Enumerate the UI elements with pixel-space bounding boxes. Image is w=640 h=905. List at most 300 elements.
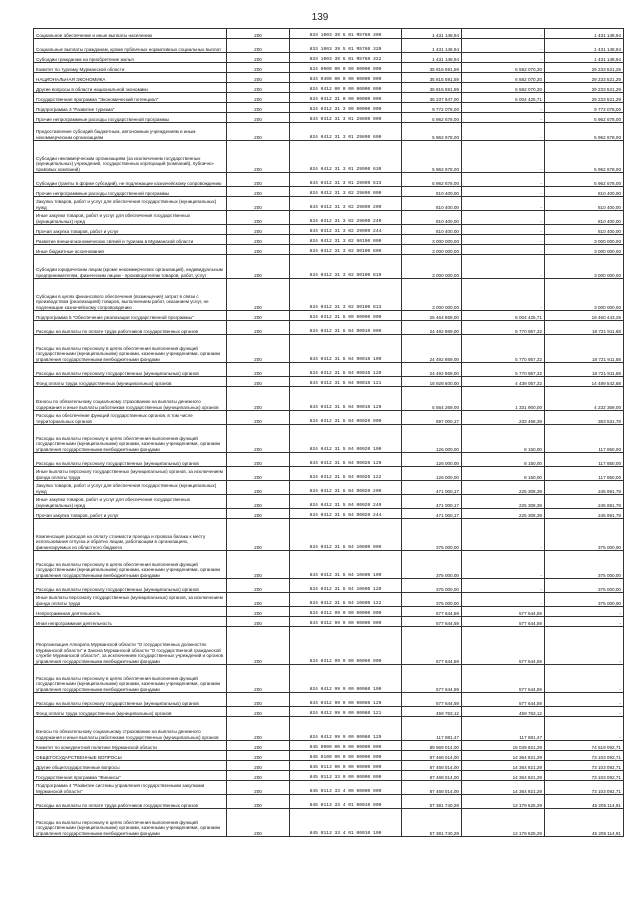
- row-unexecuted-amount-cell: 810 400,00: [545, 211, 624, 225]
- table-row: [34, 771, 624, 781]
- row-classification-code-cell: 834 0412 31 5 00 00000 000: [290, 311, 402, 321]
- row-approved-amount-cell: 810 400,00: [402, 225, 462, 235]
- row-classification-code-cell: 845 0000 00 0 00 00000 000: [290, 741, 402, 751]
- row-classification-code-cell: 834 0412 99 9 00 00060 121: [290, 707, 402, 717]
- row-line-code-cell: 200: [227, 809, 290, 837]
- table-row: [34, 509, 624, 519]
- row-approved-amount-cell: 24 492 869,00: [402, 335, 462, 363]
- row-unexecuted-amount-cell: 4 232 369,00: [545, 387, 624, 411]
- row-approved-amount-cell: 5 564 269,00: [402, 387, 462, 411]
- row-classification-code-cell: 834 0412 31 5 04 10600 120: [290, 579, 402, 593]
- table-row: [34, 707, 624, 717]
- row-line-code-cell: 200: [227, 377, 290, 387]
- table-row: [34, 481, 624, 495]
- row-line-code-cell: 200: [227, 53, 290, 63]
- row-approved-amount-cell: 87 468 014,00: [402, 751, 462, 761]
- table-row: [34, 93, 624, 103]
- row-line-code-cell: 200: [227, 187, 290, 197]
- row-unexecuted-amount-cell: 245 691,78: [545, 495, 624, 509]
- row-approved-amount-cell: 126 000,00: [402, 425, 462, 453]
- row-name-cell: Субсидии юридическим лицам (кроме некоммерческих организаций), индивидуальным предпринимателям, физическим лицам - производителям товаров, работ, услуг: [34, 255, 227, 279]
- row-name-cell: Государственная программа "Экономический потенциал": [34, 93, 227, 103]
- row-executed-amount-cell: 225 308,39: [462, 509, 545, 519]
- row-classification-code-cell: 834 0412 31 3 02 60100 813: [290, 279, 402, 311]
- row-line-code-cell: 200: [227, 93, 290, 103]
- row-executed-amount-cell: 14 364 921,29: [462, 751, 545, 761]
- row-name-cell: Компенсация расходов на оплату стоимости проезда и провоза багажа к месту использования отпуска и обратно лицам, работающим в организациях, финансируемых из областного бюджета: [34, 519, 227, 551]
- row-approved-amount-cell: 57 381 740,29: [402, 809, 462, 837]
- row-executed-amount-cell: 15 049 921,29: [462, 741, 545, 751]
- row-line-code-cell: 200: [227, 103, 290, 113]
- table-row: [34, 245, 624, 255]
- row-name-cell: Подпрограмма 4 "Развитие системы управления государственными закупками Мурманской области": [34, 781, 227, 795]
- row-name-cell: Иные выплаты персоналу государственных (муниципальных) органов, за исключением фонда оплаты труда: [34, 593, 227, 607]
- row-executed-amount-cell: 5 770 957,32: [462, 363, 545, 377]
- row-executed-amount-cell: 14 364 921,29: [462, 781, 545, 795]
- row-classification-code-cell: 834 0412 31 5 04 10600 000: [290, 519, 402, 551]
- row-line-code-cell: 200: [227, 255, 290, 279]
- row-line-code-cell: 200: [227, 509, 290, 519]
- row-approved-amount-cell: 597 000,17: [402, 411, 462, 425]
- row-line-code-cell: 200: [227, 225, 290, 235]
- row-line-code-cell: 200: [227, 665, 290, 693]
- row-approved-amount-cell: 375 000,00: [402, 519, 462, 551]
- row-executed-amount-cell: -: [462, 29, 545, 39]
- row-unexecuted-amount-cell: 73 103 092,71: [545, 781, 624, 795]
- row-unexecuted-amount-cell: 5 962 678,00: [545, 141, 624, 173]
- row-classification-code-cell: 834 0412 31 3 01 29890 000: [290, 113, 402, 123]
- row-classification-code-cell: 834 0412 31 3 01 29990 630: [290, 141, 402, 173]
- row-approved-amount-cell: 5 962 678,00: [402, 173, 462, 187]
- row-name-cell: Другие общегосударственные вопросы: [34, 761, 227, 771]
- row-name-cell: ОБЩЕГОСУДАРСТВЕННЫЕ ВОПРОСЫ: [34, 751, 227, 761]
- row-classification-code-cell: 833 1003 39 5 01 R5760 322: [290, 53, 402, 63]
- row-classification-code-cell: 834 0412 31 3 02 29890 000: [290, 187, 402, 197]
- row-name-cell: Прочая закупка товаров, работ и услуг: [34, 509, 227, 519]
- row-name-cell: Расходы на выплаты по оплате труда работников государственных органов: [34, 795, 227, 809]
- table-row: [34, 579, 624, 593]
- row-line-code-cell: 200: [227, 627, 290, 665]
- row-approved-amount-cell: 5 962 678,00: [402, 141, 462, 173]
- row-executed-amount-cell: 233 468,39: [462, 411, 545, 425]
- row-line-code-cell: 200: [227, 617, 290, 627]
- row-approved-amount-cell: 471 000,17: [402, 495, 462, 509]
- row-classification-code-cell: 834 0412 31 5 04 00020 100: [290, 425, 402, 453]
- row-name-cell: Фонд оплаты труда государственных (муниципальных) органов: [34, 377, 227, 387]
- row-executed-amount-cell: 6 004 425,71: [462, 93, 545, 103]
- row-line-code-cell: 200: [227, 197, 290, 211]
- row-executed-amount-cell: 12 179 625,29: [462, 809, 545, 837]
- table-row: [34, 551, 624, 579]
- row-name-cell: Государственная программа "Финансы": [34, 771, 227, 781]
- table-row: [34, 741, 624, 751]
- row-executed-amount-cell: 12 179 625,29: [462, 795, 545, 809]
- row-name-cell: Подпрограмма 3 "Развитие туризма": [34, 103, 227, 113]
- row-line-code-cell: 200: [227, 579, 290, 593]
- row-line-code-cell: 200: [227, 113, 290, 123]
- table-row: [34, 83, 624, 93]
- row-approved-amount-cell: 24 492 869,00: [402, 321, 462, 335]
- row-name-cell: Прочая закупка товаров, работ и услуг: [34, 225, 227, 235]
- row-classification-code-cell: 834 0412 00 0 00 00000 000: [290, 83, 402, 93]
- table-row: [34, 235, 624, 245]
- table-row: [34, 627, 624, 665]
- row-line-code-cell: 200: [227, 387, 290, 411]
- row-unexecuted-amount-cell: 1 431 148,94: [545, 53, 624, 63]
- row-unexecuted-amount-cell: 810 400,00: [545, 187, 624, 197]
- row-classification-code-cell: 845 0113 33 4 01 00010 100: [290, 809, 402, 837]
- row-line-code-cell: 200: [227, 39, 290, 53]
- row-executed-amount-cell: -: [462, 279, 545, 311]
- row-executed-amount-cell: 117 881,47: [462, 717, 545, 741]
- row-approved-amount-cell: 35 237 947,00: [402, 93, 462, 103]
- row-name-cell: Другие вопросы в области национальной экономики: [34, 83, 227, 93]
- row-unexecuted-amount-cell: 117 850,00: [545, 453, 624, 467]
- row-line-code-cell: 200: [227, 363, 290, 377]
- row-line-code-cell: 200: [227, 245, 290, 255]
- row-approved-amount-cell: 24 492 869,00: [402, 363, 462, 377]
- row-executed-amount-cell: -: [462, 225, 545, 235]
- row-unexecuted-amount-cell: 375 000,00: [545, 551, 624, 579]
- row-unexecuted-amount-cell: 14 489 542,68: [545, 377, 624, 387]
- row-approved-amount-cell: 126 000,00: [402, 467, 462, 481]
- row-approved-amount-cell: 9 772 078,00: [402, 103, 462, 113]
- row-classification-code-cell: 834 0412 31 5 04 00010 100: [290, 335, 402, 363]
- row-approved-amount-cell: 577 644,59: [402, 693, 462, 707]
- row-classification-code-cell: 834 0412 31 3 00 00000 000: [290, 103, 402, 113]
- row-executed-amount-cell: -: [462, 39, 545, 53]
- row-executed-amount-cell: -: [462, 235, 545, 245]
- row-classification-code-cell: 834 0412 31 3 02 29890 240: [290, 211, 402, 225]
- row-unexecuted-amount-cell: 3 000 000,00: [545, 255, 624, 279]
- row-classification-code-cell: 834 0412 99 9 00 00060 000: [290, 627, 402, 665]
- row-approved-amount-cell: 87 468 014,00: [402, 781, 462, 795]
- row-unexecuted-amount-cell: -: [545, 717, 624, 741]
- row-line-code-cell: 200: [227, 771, 290, 781]
- row-approved-amount-cell: 5 962 678,00: [402, 123, 462, 141]
- table-row: [34, 387, 624, 411]
- table-row: [34, 519, 624, 551]
- row-approved-amount-cell: 87 468 014,00: [402, 761, 462, 771]
- row-executed-amount-cell: 14 364 921,29: [462, 761, 545, 771]
- row-line-code-cell: 200: [227, 123, 290, 141]
- row-unexecuted-amount-cell: -: [545, 665, 624, 693]
- row-approved-amount-cell: 1 431 148,94: [402, 29, 462, 39]
- row-name-cell: Расходы на обеспечение функций государственных органов, в том числе территориальных органов: [34, 411, 227, 425]
- row-classification-code-cell: 834 0412 99 9 00 00060 129: [290, 717, 402, 741]
- row-approved-amount-cell: 577 644,59: [402, 665, 462, 693]
- row-line-code-cell: 200: [227, 495, 290, 509]
- row-classification-code-cell: 833 1003 39 5 01 R5760 320: [290, 39, 402, 53]
- row-approved-amount-cell: 471 000,17: [402, 509, 462, 519]
- table-row: [34, 39, 624, 53]
- table-row: [34, 173, 624, 187]
- row-executed-amount-cell: -: [462, 113, 545, 123]
- table-row: [34, 377, 624, 387]
- row-name-cell: Взносы по обязательному социальному страхованию на выплаты денежного содержания и иные выплаты работникам государственных (муниципальных) органов: [34, 717, 227, 741]
- table-row: [34, 617, 624, 627]
- row-executed-amount-cell: -: [462, 593, 545, 607]
- budget-table-body: [34, 29, 624, 837]
- row-line-code-cell: 200: [227, 63, 290, 73]
- row-executed-amount-cell: 225 308,39: [462, 495, 545, 509]
- row-executed-amount-cell: 577 644,59: [462, 665, 545, 693]
- row-name-cell: Закупка товаров, работ и услуг для обеспечения государственных (муниципальных) нужд: [34, 481, 227, 495]
- row-line-code-cell: 200: [227, 607, 290, 617]
- row-unexecuted-amount-cell: 375 000,00: [545, 593, 624, 607]
- row-approved-amount-cell: 577 644,59: [402, 627, 462, 665]
- row-line-code-cell: 200: [227, 411, 290, 425]
- row-classification-code-cell: 834 0412 31 5 04 10600 122: [290, 593, 402, 607]
- row-classification-code-cell: 834 0412 31 5 04 00010 129: [290, 387, 402, 411]
- table-row: [34, 279, 624, 311]
- row-line-code-cell: 200: [227, 795, 290, 809]
- table-row: [34, 795, 624, 809]
- row-classification-code-cell: 834 0412 31 3 01 29990 633: [290, 173, 402, 187]
- row-classification-code-cell: 833 1003 39 5 01 R5760 300: [290, 29, 402, 39]
- row-unexecuted-amount-cell: 363 531,78: [545, 411, 624, 425]
- row-name-cell: Реорганизация Аппарата Мурманской области "О государственных должностях Мурманской области" и Закона Мурманской области "О государственной гражданской службе Мурманской области", за исключением государственных учреждений и органов управления государственными внебюджетными фондами: [34, 627, 227, 665]
- row-line-code-cell: 200: [227, 781, 290, 795]
- table-row: [34, 809, 624, 837]
- row-executed-amount-cell: 14 364 921,29: [462, 771, 545, 781]
- table-row: [34, 141, 624, 173]
- row-name-cell: Субсидии в целях финансового обеспечения (возмещения) затрат в связи с производством (реализацией) товаров, выполнением работ, оказанием услуг, не подлежащие казначейскому сопровождению: [34, 279, 227, 311]
- row-executed-amount-cell: -: [462, 173, 545, 187]
- row-approved-amount-cell: 375 000,00: [402, 551, 462, 579]
- row-approved-amount-cell: 117 881,47: [402, 717, 462, 741]
- row-name-cell: Иная непрограммная деятельность: [34, 617, 227, 627]
- row-executed-amount-cell: 8 150,00: [462, 467, 545, 481]
- row-executed-amount-cell: -: [462, 123, 545, 141]
- row-approved-amount-cell: 35 815 591,59: [402, 83, 462, 93]
- row-line-code-cell: 200: [227, 73, 290, 83]
- row-approved-amount-cell: 1 431 148,94: [402, 53, 462, 63]
- row-unexecuted-amount-cell: -: [545, 693, 624, 707]
- row-classification-code-cell: 845 0113 33 4 01 00010 000: [290, 795, 402, 809]
- row-approved-amount-cell: 375 000,00: [402, 593, 462, 607]
- row-name-cell: Расходы на выплаты персоналу в целях обеспечения выполнения функций государственными (муниципальными) органами, казенными учреждениями, органами управления государственными внебюджетными фондами: [34, 665, 227, 693]
- row-classification-code-cell: 834 0412 31 5 04 00010 121: [290, 377, 402, 387]
- row-approved-amount-cell: 25 464 869,00: [402, 311, 462, 321]
- row-name-cell: Иные закупки товаров, работ и услуг для обеспечения государственных (муниципальных) нужд: [34, 211, 227, 225]
- row-unexecuted-amount-cell: 45 205 114,91: [545, 795, 624, 809]
- row-name-cell: Закупка товаров, работ и услуг для обеспечения государственных (муниципальных) нужд: [34, 197, 227, 211]
- table-row: [34, 411, 624, 425]
- row-classification-code-cell: 834 0412 31 5 04 00020 200: [290, 481, 402, 495]
- table-row: [34, 495, 624, 509]
- row-unexecuted-amount-cell: 1 431 148,94: [545, 39, 624, 53]
- row-unexecuted-amount-cell: -: [545, 627, 624, 665]
- row-unexecuted-amount-cell: 73 103 092,71: [545, 761, 624, 771]
- row-classification-code-cell: 834 0412 31 5 04 00020 120: [290, 453, 402, 467]
- row-line-code-cell: 200: [227, 593, 290, 607]
- row-line-code-cell: 200: [227, 335, 290, 363]
- report-sheet: [33, 28, 623, 837]
- row-unexecuted-amount-cell: 1 431 148,94: [545, 29, 624, 39]
- row-name-cell: Расходы на выплаты персоналу в целях обеспечения выполнения функций государственными (муниципальными) органами, казенными учреждениями, органами управления государственными внебюджетными фондами: [34, 425, 227, 453]
- table-row: [34, 781, 624, 795]
- row-line-code-cell: 200: [227, 519, 290, 551]
- budget-execution-table: [33, 28, 624, 837]
- row-unexecuted-amount-cell: 29 233 521,29: [545, 93, 624, 103]
- row-executed-amount-cell: 1 331 900,00: [462, 387, 545, 411]
- table-row: [34, 593, 624, 607]
- row-executed-amount-cell: 6 582 070,30: [462, 73, 545, 83]
- row-unexecuted-amount-cell: 9 772 078,00: [545, 103, 624, 113]
- row-line-code-cell: 200: [227, 425, 290, 453]
- row-approved-amount-cell: 35 815 591,59: [402, 73, 462, 83]
- row-approved-amount-cell: 810 400,00: [402, 197, 462, 211]
- row-executed-amount-cell: 4 439 057,32: [462, 377, 545, 387]
- row-line-code-cell: 200: [227, 279, 290, 311]
- row-approved-amount-cell: 57 381 740,29: [402, 795, 462, 809]
- row-unexecuted-amount-cell: 245 691,78: [545, 509, 624, 519]
- row-unexecuted-amount-cell: 5 962 678,00: [545, 173, 624, 187]
- row-name-cell: Фонд оплаты труда государственных (муниципальных) органов: [34, 707, 227, 717]
- row-unexecuted-amount-cell: 18 721 911,68: [545, 321, 624, 335]
- row-executed-amount-cell: 577 644,59: [462, 607, 545, 617]
- row-line-code-cell: 200: [227, 211, 290, 225]
- row-classification-code-cell: 845 0100 00 0 00 00000 000: [290, 751, 402, 761]
- row-unexecuted-amount-cell: 29 233 521,29: [545, 63, 624, 73]
- row-classification-code-cell: 834 0412 31 3 02 60100 810: [290, 255, 402, 279]
- row-line-code-cell: 200: [227, 481, 290, 495]
- row-unexecuted-amount-cell: 5 962 678,00: [545, 123, 624, 141]
- row-unexecuted-amount-cell: 45 205 114,91: [545, 809, 624, 837]
- row-unexecuted-amount-cell: 117 850,00: [545, 425, 624, 453]
- row-unexecuted-amount-cell: 19 460 443,29: [545, 311, 624, 321]
- row-approved-amount-cell: 375 000,00: [402, 579, 462, 593]
- row-line-code-cell: 200: [227, 83, 290, 93]
- row-name-cell: Иные выплаты персоналу государственных (муниципальных) органов, за исключением фонда оплаты труда: [34, 467, 227, 481]
- row-line-code-cell: 200: [227, 717, 290, 741]
- row-classification-code-cell: 834 0412 31 5 04 00020 240: [290, 495, 402, 509]
- row-approved-amount-cell: 810 400,00: [402, 211, 462, 225]
- table-row: [34, 467, 624, 481]
- row-approved-amount-cell: 810 400,00: [402, 187, 462, 197]
- row-classification-code-cell: 845 0113 33 0 00 00000 000: [290, 771, 402, 781]
- row-executed-amount-cell: 6 582 070,30: [462, 63, 545, 73]
- row-approved-amount-cell: 18 928 600,00: [402, 377, 462, 387]
- row-approved-amount-cell: 89 569 014,00: [402, 741, 462, 751]
- row-approved-amount-cell: 5 962 678,00: [402, 113, 462, 123]
- row-line-code-cell: 200: [227, 467, 290, 481]
- row-classification-code-cell: 834 0412 31 3 02 60100 000: [290, 235, 402, 245]
- row-name-cell: Субсидии гражданам на приобретение жилья: [34, 53, 227, 63]
- row-unexecuted-amount-cell: 29 233 521,29: [545, 73, 624, 83]
- row-executed-amount-cell: 577 644,59: [462, 693, 545, 707]
- row-executed-amount-cell: 8 150,00: [462, 425, 545, 453]
- row-executed-amount-cell: -: [462, 187, 545, 197]
- row-classification-code-cell: 834 0412 99 9 00 00060 100: [290, 665, 402, 693]
- row-name-cell: Прочие непрограммные расходы государственной программы: [34, 113, 227, 123]
- row-approved-amount-cell: 3 000 000,00: [402, 245, 462, 255]
- table-row: [34, 211, 624, 225]
- row-unexecuted-amount-cell: 810 400,00: [545, 225, 624, 235]
- table-row: [34, 103, 624, 113]
- row-name-cell: Социальные выплаты гражданам, кроме публичных нормативных социальных выплат: [34, 39, 227, 53]
- table-row: [34, 255, 624, 279]
- row-name-cell: Субсидии некоммерческим организациям (за исключением государственных (муниципальных) учреждений, государственных корпораций (компаний), публично-правовых компаний): [34, 141, 227, 173]
- row-classification-code-cell: 834 0412 31 3 02 29990 244: [290, 225, 402, 235]
- table-row: [34, 607, 624, 617]
- table-row: [34, 63, 624, 73]
- table-row: [34, 425, 624, 453]
- page-number: 139: [311, 12, 329, 23]
- row-approved-amount-cell: 577 644,59: [402, 607, 462, 617]
- table-row: [34, 29, 624, 39]
- row-name-cell: Расходы на выплаты персоналу государственных (муниципальных) органов: [34, 693, 227, 707]
- row-name-cell: Подпрограмма 5 "Обеспечение реализации государственной программы": [34, 311, 227, 321]
- row-executed-amount-cell: 5 770 957,32: [462, 335, 545, 363]
- row-name-cell: Социальное обеспечение и иные выплаты населению: [34, 29, 227, 39]
- row-classification-code-cell: 834 0412 99 9 00 00060 120: [290, 693, 402, 707]
- table-row: [34, 751, 624, 761]
- row-executed-amount-cell: -: [462, 551, 545, 579]
- row-executed-amount-cell: -: [462, 197, 545, 211]
- table-row: [34, 225, 624, 235]
- row-approved-amount-cell: 126 000,00: [402, 453, 462, 467]
- row-executed-amount-cell: -: [462, 103, 545, 113]
- row-executed-amount-cell: 6 004 425,71: [462, 311, 545, 321]
- row-line-code-cell: 200: [227, 551, 290, 579]
- row-executed-amount-cell: 5 770 957,32: [462, 321, 545, 335]
- row-unexecuted-amount-cell: 18 721 911,68: [545, 363, 624, 377]
- row-name-cell: Иные закупки товаров, работ и услуг для обеспечения государственных (муниципальных) нужд: [34, 495, 227, 509]
- row-name-cell: Комитет по туризму Мурманской области: [34, 63, 227, 73]
- row-classification-code-cell: 834 0412 31 3 01 29890 600: [290, 123, 402, 141]
- row-line-code-cell: 200: [227, 761, 290, 771]
- row-classification-code-cell: 834 0412 99 0 00 00000 000: [290, 607, 402, 617]
- row-name-cell: Непрограммная деятельность: [34, 607, 227, 617]
- row-unexecuted-amount-cell: 375 000,00: [545, 519, 624, 551]
- row-executed-amount-cell: -: [462, 245, 545, 255]
- row-name-cell: Субсидии (гранты в форме субсидий), не подлежащие казначейскому сопровождению: [34, 173, 227, 187]
- row-classification-code-cell: 834 0412 31 3 02 29890 200: [290, 197, 402, 211]
- table-row: [34, 761, 624, 771]
- row-executed-amount-cell: -: [462, 211, 545, 225]
- row-unexecuted-amount-cell: -: [545, 607, 624, 617]
- row-unexecuted-amount-cell: -: [545, 707, 624, 717]
- row-classification-code-cell: 834 0412 31 5 04 00020 122: [290, 467, 402, 481]
- row-unexecuted-amount-cell: 29 233 521,29: [545, 83, 624, 93]
- row-unexecuted-amount-cell: 3 000 000,00: [545, 235, 624, 245]
- row-executed-amount-cell: 577 644,59: [462, 627, 545, 665]
- row-approved-amount-cell: 459 763,12: [402, 707, 462, 717]
- table-row: [34, 187, 624, 197]
- table-row: [34, 123, 624, 141]
- row-unexecuted-amount-cell: 3 000 000,00: [545, 279, 624, 311]
- row-unexecuted-amount-cell: -: [545, 617, 624, 627]
- row-name-cell: Развитие внешнеэкономических связей и туризма в Мурманской области: [34, 235, 227, 245]
- row-unexecuted-amount-cell: 5 962 678,00: [545, 113, 624, 123]
- table-row: [34, 335, 624, 363]
- table-row: [34, 311, 624, 321]
- table-row: [34, 73, 624, 83]
- row-line-code-cell: 200: [227, 173, 290, 187]
- row-classification-code-cell: 834 0412 99 9 00 00000 000: [290, 617, 402, 627]
- row-name-cell: Иные бюджетные ассигнования: [34, 245, 227, 255]
- row-name-cell: Расходы на выплаты персоналу государственных (муниципальных) органов: [34, 579, 227, 593]
- row-unexecuted-amount-cell: 74 519 092,71: [545, 741, 624, 751]
- row-unexecuted-amount-cell: 375 000,00: [545, 579, 624, 593]
- table-row: [34, 665, 624, 693]
- row-unexecuted-amount-cell: 73 103 092,71: [545, 771, 624, 781]
- row-unexecuted-amount-cell: 117 850,00: [545, 467, 624, 481]
- row-name-cell: Взносы по обязательному социальному страхованию на выплаты денежного содержания и иные выплаты работникам государственных (муниципальных) органов: [34, 387, 227, 411]
- row-name-cell: Предоставление субсидий бюджетным, автономным учреждениям и иным некоммерческим организациям: [34, 123, 227, 141]
